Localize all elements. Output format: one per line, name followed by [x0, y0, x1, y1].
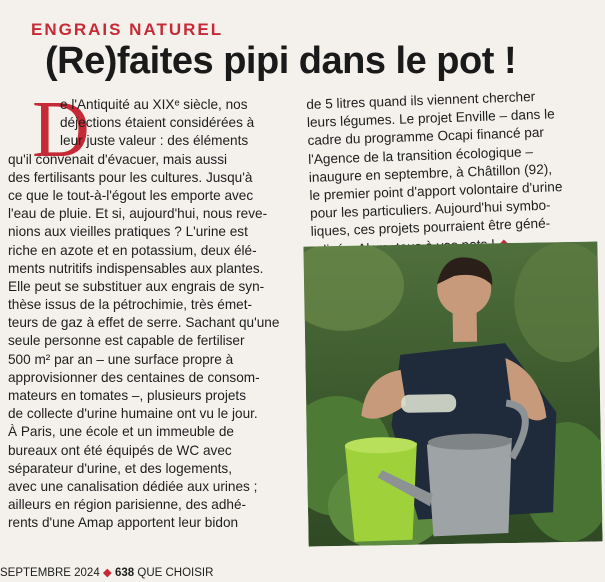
text-line: teurs de gaz à effet de serre. Sachant qu'une [8, 315, 280, 331]
photo-man-pouring-urine-into-watering-can [303, 241, 602, 546]
text-line: leur juste valeur : des éléments [60, 133, 249, 149]
text-column-left [8, 96, 294, 533]
text-line: ce que le tout-à-l'égout les emporte avec [8, 187, 254, 203]
footer-diamond-icon: ◆ [102, 567, 112, 579]
text-line: nions aux vieilles pratiques ? L'urine est [8, 224, 248, 240]
footer-issue-number: 638 [114, 567, 135, 579]
text-line: l'Agence de la transition écologique – [307, 143, 534, 167]
text-line: de collecte d'urine humaine ont vu le jour. [8, 406, 258, 422]
text-line: ailleurs en région parisienne, des adhé- [8, 497, 247, 513]
drop-cap: D [32, 86, 90, 174]
text-line: 500 m² par an – une surface propre à [8, 351, 234, 367]
footer-date: SEPTEMBRE 2024 [0, 567, 100, 579]
article-photo [303, 241, 602, 546]
text-line: rents d'une Amap apportent leur bidon [8, 515, 239, 531]
text-line: e l'Antiquité au XIXᵉ siècle, nos [60, 97, 248, 112]
text-column-right [306, 86, 602, 260]
text-line: avec une canalisation dédiée aux urines ; [8, 478, 258, 494]
text-line: thèse issus de la pétrochimie, très émet- [8, 297, 253, 313]
text-line: riche en azote et en potassium, deux élé- [8, 242, 257, 258]
text-line: inaugure en septembre, à Châtillon (92), [308, 161, 553, 185]
text-line: Elle peut se substituer aux engrais de syn- [8, 278, 265, 294]
text-line: le premier point d'apport volontaire d'urine [309, 179, 563, 203]
section-kicker: ENGRAIS NATUREL [31, 20, 224, 39]
page-footer [0, 565, 213, 579]
text-line: l'eau de pluie. Et si, aujourd'hui, nous reve- [8, 206, 268, 222]
text-line: déjections étaient considérées à [60, 115, 255, 131]
text-line: cadre du programme Ocapi financé par [307, 125, 545, 149]
text-line: seule personne est capable de fertiliser [8, 333, 245, 349]
text-line: approvisionner des centaines de consom- [8, 369, 260, 385]
text-line: ments nutritifs indispensables aux plantes. [8, 260, 264, 276]
text-line: mateurs en tomates –, plusieurs projets [8, 388, 247, 403]
text-line: de 5 litres quand ils viennent chercher [306, 89, 536, 112]
footer-magazine-name: QUE CHOISIR [137, 567, 214, 579]
text-line: bureaux ont été équipés de WC avec [8, 442, 232, 458]
text-line: leurs légumes. Le projet Enville – dans le [306, 106, 555, 131]
article-headline: (Re)faites pipi dans le pot ! [45, 40, 517, 82]
text-line: des fertilisants pour les cultures. Jusqu'à [8, 169, 253, 185]
text-line: À Paris, une école et un immeuble de [8, 424, 234, 440]
text-line: pour les particuliers. Aujourd'hui symbo- [309, 197, 551, 222]
text-line-content: liques, ces projets pourraient être géné- [310, 215, 551, 240]
text-line: qu'il convenait d'évacuer, mais aussi [8, 151, 228, 167]
text-line: séparateur d'urine, et des logements, [8, 460, 233, 476]
